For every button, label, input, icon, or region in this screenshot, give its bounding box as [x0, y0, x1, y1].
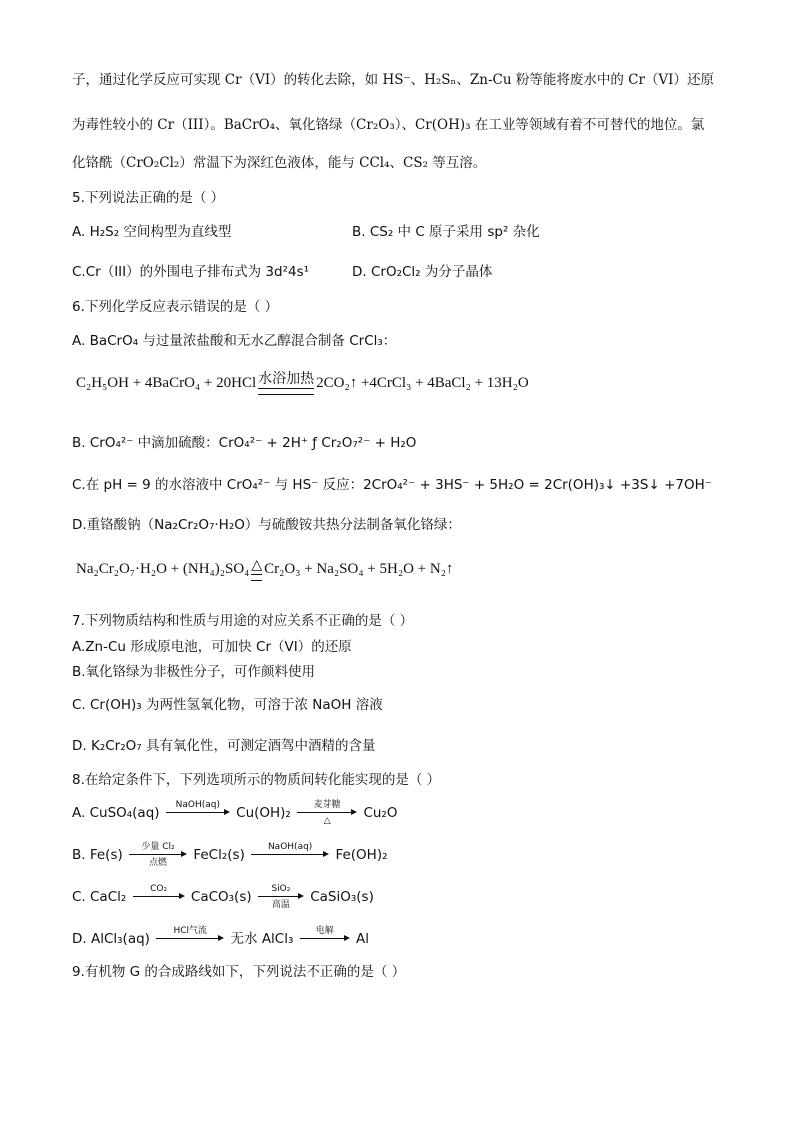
question-6-option-b: B. CrO₄²⁻ 中滴加硫酸：CrO₄²⁻ + 2H⁺ ƒ Cr₂O₇²⁻ + H₂O [72, 435, 417, 451]
species: Cu(OH)₂ [236, 805, 291, 821]
arrow-bottom-label [133, 900, 185, 910]
equation-a-reactants: C₂H₅OH + 4BaCrO₄ + 20HCl [76, 374, 257, 391]
question-7-option-d: D. K₂Cr₂O₇ 具有氧化性，可测定酒驾中酒精的含量 [72, 738, 376, 754]
arrow-line [251, 852, 329, 858]
arrow-top-label: 麦芽糖 [313, 800, 341, 810]
reaction-arrow [156, 926, 224, 952]
intro-line-1: 子，通过化学反应可实现 Cr（VI）的转化去除，如 HS⁻、H₂Sₙ、Zn-Cu 粉等能将废水中的 Cr（VI）还原 [72, 72, 714, 88]
species: A. CuSO₄(aq) [72, 805, 160, 821]
question-5-option-d: D. CrO₂Cl₂ 为分子晶体 [352, 264, 493, 280]
condition-text: △ [251, 558, 263, 573]
arrow-bottom-label [300, 942, 350, 952]
species: CaSiO₃(s) [310, 889, 374, 905]
species: CaCO₃(s) [190, 889, 252, 905]
equation-a-condition [258, 372, 314, 395]
question-9-stem: 9.有机物 G 的合成路线如下，下列说法不正确的是（ ） [72, 964, 406, 980]
question-8-option-c [72, 884, 374, 910]
question-8-option-a [72, 800, 397, 826]
equation-d-products: Cr₂O₃ + Na₂SO₄ + 5H₂O + N₂↑ [264, 560, 454, 577]
reaction-arrow [258, 884, 304, 910]
arrow-top-label: HCl气流 [173, 926, 208, 936]
question-6-stem: 6.下列化学反应表示错误的是（ ） [72, 299, 279, 315]
arrow-bottom-label [156, 942, 224, 952]
question-7-stem: 7.下列物质结构和性质与用途的对应关系不正确的是（ ） [72, 613, 414, 629]
arrow-top-label: CO₂ [150, 884, 168, 894]
question-8-option-b [72, 842, 388, 868]
species: 无水 AlCl₃ [230, 931, 294, 947]
arrow-line [297, 810, 357, 816]
arrow-top-label: NaOH(aq) [267, 842, 313, 852]
question-8-option-d [72, 926, 369, 952]
question-7-option-c: C. Cr(OH)₃ 为两性氢氧化物，可溶于浓 NaOH 溶液 [72, 697, 383, 713]
arrow-line [166, 810, 230, 816]
reaction-arrow [300, 926, 350, 952]
species: B. Fe(s) [72, 847, 123, 863]
question-6-option-c: C.在 pH = 9 的水溶液中 CrO₄²⁻ 与 HS⁻ 反应：2CrO₄²⁻ + 3HS⁻ + 5H₂O = 2Cr(OH)₃↓ +3S↓ +7OH⁻ [72, 477, 712, 493]
species: Al [356, 931, 369, 947]
intro-line-3: 化铬酰（CrO₂Cl₂）常温下为深红色液体，能与 CCl₄、CS₂ 等互溶。 [72, 155, 487, 171]
arrow-line [300, 936, 350, 942]
question-6-option-d: D.重铬酸钠（Na₂Cr₂O₇·H₂O）与硫酸铵共热分法制备氧化铬绿： [72, 517, 461, 533]
question-7-option-a: A.Zn-Cu 形成原电池，可加快 Cr（VI）的还原 [72, 639, 352, 655]
question-5-option-a: A. H₂S₂ 空间构型为直线型 [72, 224, 232, 240]
arrow-line [129, 852, 187, 858]
intro-line-2: 为毒性较小的 Cr（III）。BaCrO₄、氧化铬绿（Cr₂O₃）、Cr(OH)₃ 在工业等领域有着不可替代的地位。氯 [72, 117, 705, 133]
equation-a-products: 2CO₂↑ +4CrCl₃ + 4BaCl₂ + 13H₂O [316, 374, 529, 391]
arrow-top-label: 少量 Cl₂ [141, 842, 175, 852]
equation-d-condition [251, 558, 262, 581]
double-line [258, 388, 314, 395]
question-6-option-a: A. BaCrO₄ 与过量浓盐酸和无水乙醇混合制备 CrCl₃： [72, 333, 397, 349]
species: FeCl₂(s) [193, 847, 245, 863]
reaction-arrow [297, 800, 357, 826]
reaction-arrow [166, 800, 230, 826]
species: C. CaCl₂ [72, 889, 127, 905]
question-5-stem: 5.下列说法正确的是（ ） [72, 190, 225, 206]
arrow-top-label: NaOH(aq) [175, 800, 221, 810]
species: Cu₂O [363, 805, 398, 821]
species: D. AlCl₃(aq) [72, 931, 150, 947]
reaction-arrow [251, 842, 329, 868]
arrow-bottom-label: △ [323, 816, 331, 826]
arrow-bottom-label: 高温 [271, 900, 290, 910]
double-line [251, 574, 262, 581]
question-6-equation-d [76, 558, 453, 581]
reaction-arrow [133, 884, 185, 910]
arrow-bottom-label [166, 816, 230, 826]
arrow-line [258, 894, 304, 900]
arrow-top-label: 电解 [315, 926, 334, 936]
question-8-stem: 8.在给定条件下，下列选项所示的物质间转化能实现的是（ ） [72, 772, 441, 788]
species: Fe(OH)₂ [335, 847, 388, 863]
condition-text: 水浴加热 [258, 372, 315, 387]
arrow-bottom-label [251, 858, 329, 868]
arrow-line [133, 894, 185, 900]
question-7-option-b: B.氧化铬绿为非极性分子，可作颜料使用 [72, 664, 316, 680]
question-6-equation-a [76, 372, 529, 395]
reaction-arrow [129, 842, 187, 868]
equation-d-reactants: Na₂Cr₂O₇·H₂O + (NH₄)₂SO₄ [76, 560, 250, 577]
arrow-top-label: SiO₂ [271, 884, 291, 894]
question-5-option-c: C.Cr（III）的外围电子排布式为 3d²4s¹ [72, 264, 310, 280]
arrow-line [156, 936, 224, 942]
arrow-bottom-label: 点燃 [149, 858, 168, 868]
question-5-option-b: B. CS₂ 中 C 原子采用 sp² 杂化 [352, 224, 540, 240]
